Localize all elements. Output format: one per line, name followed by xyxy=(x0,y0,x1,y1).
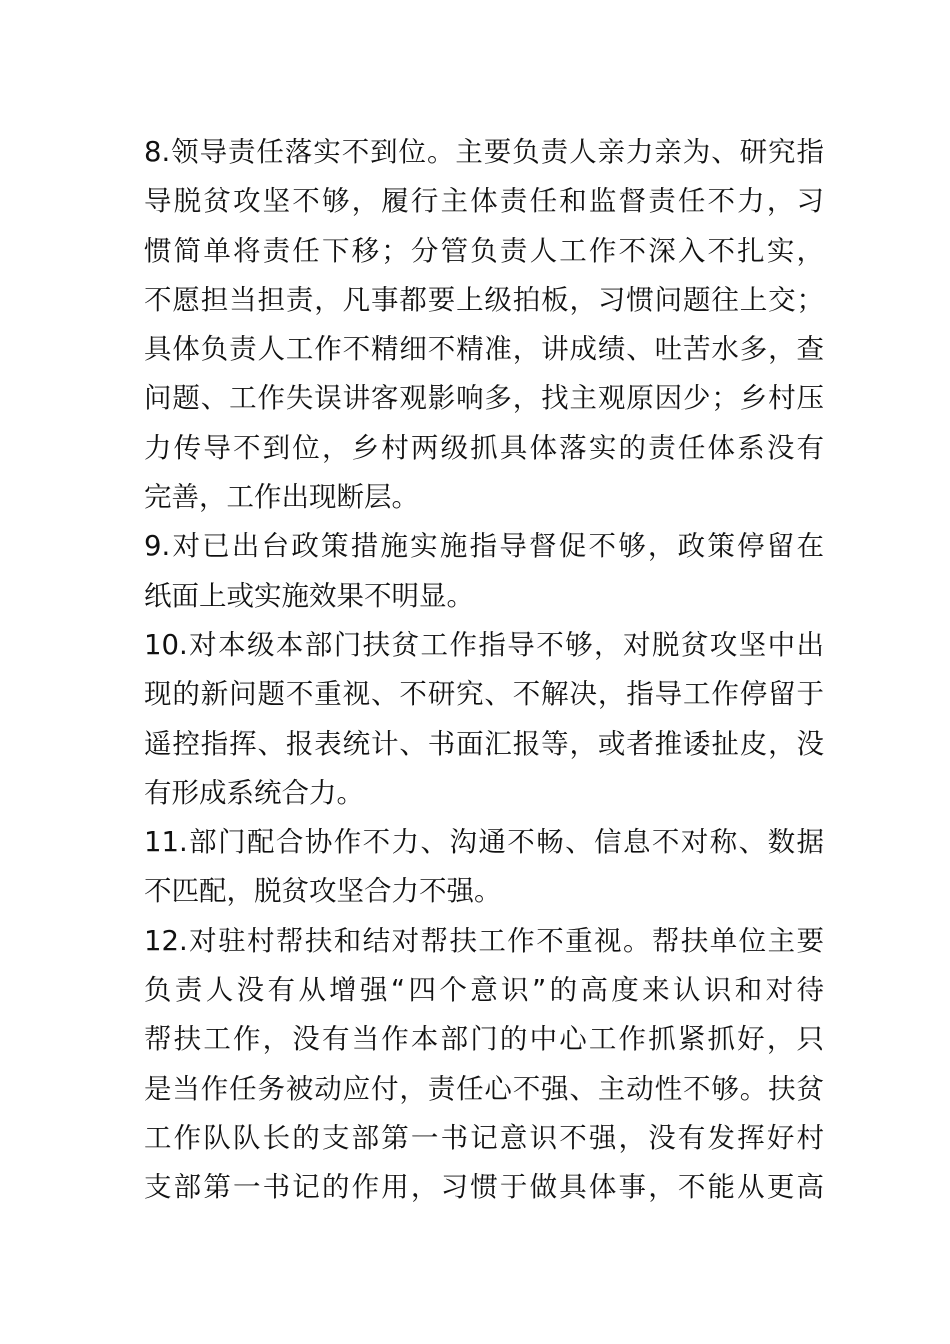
text-line: 10.对本级本部门扶贫工作指导不够，对脱贫攻坚中出 xyxy=(144,628,824,661)
text-line: 帮扶工作，没有当作本部门的中心工作抓紧抓好，只 xyxy=(144,1023,824,1056)
text-line: 遥控指挥、报表统计、书面汇报等，或者推诿扯皮，没 xyxy=(144,727,824,760)
text-line: 现的新问题不重视、不研究、不解决，指导工作停留于 xyxy=(144,678,824,711)
text-line: 11.部门配合协作不力、沟通不畅、信息不对称、数据 xyxy=(144,826,824,859)
text-line: 惯简单将责任下移；分管负责人工作不深入不扎实， xyxy=(144,234,824,267)
text-line: 不愿担当担责，凡事都要上级拍板，习惯问题往上交； xyxy=(144,283,824,316)
text-line: 具体负责人工作不精细不精准，讲成绩、吐苦水多，查 xyxy=(144,333,824,366)
text-line: 9.对已出台政策措施实施指导督促不够，政策停留在 xyxy=(144,530,824,563)
text-line: 支部第一书记的作用，习惯于做具体事，不能从更高 xyxy=(144,1171,824,1204)
text-line: 完善，工作出现断层。 xyxy=(144,481,419,514)
text-line: 不匹配，脱贫攻坚合力不强。 xyxy=(144,875,502,908)
text-line: 有形成系统合力。 xyxy=(144,776,364,809)
text-line: 纸面上或实施效果不明显。 xyxy=(144,579,474,612)
text-line: 力传导不到位，乡村两级抓具体落实的责任体系没有 xyxy=(144,431,824,464)
text-line: 工作队队长的支部第一书记意识不强，没有发挥好村 xyxy=(144,1121,824,1154)
text-line: 负责人没有从增强“四个意识”的高度来认识和对待 xyxy=(144,974,824,1007)
text-line: 12.对驻村帮扶和结对帮扶工作不重视。帮扶单位主要 xyxy=(144,924,824,957)
text-line: 是当作任务被动应付，责任心不强、主动性不够。扶贫 xyxy=(144,1072,824,1105)
text-line: 导脱贫攻坚不够，履行主体责任和监督责任不力，习 xyxy=(144,185,824,218)
text-line: 问题、工作失误讲客观影响多，找主观原因少；乡村压 xyxy=(144,382,824,415)
document-body xyxy=(144,128,824,1213)
text-line: 8.领导责任落实不到位。主要负责人亲力亲为、研究指 xyxy=(144,136,824,168)
